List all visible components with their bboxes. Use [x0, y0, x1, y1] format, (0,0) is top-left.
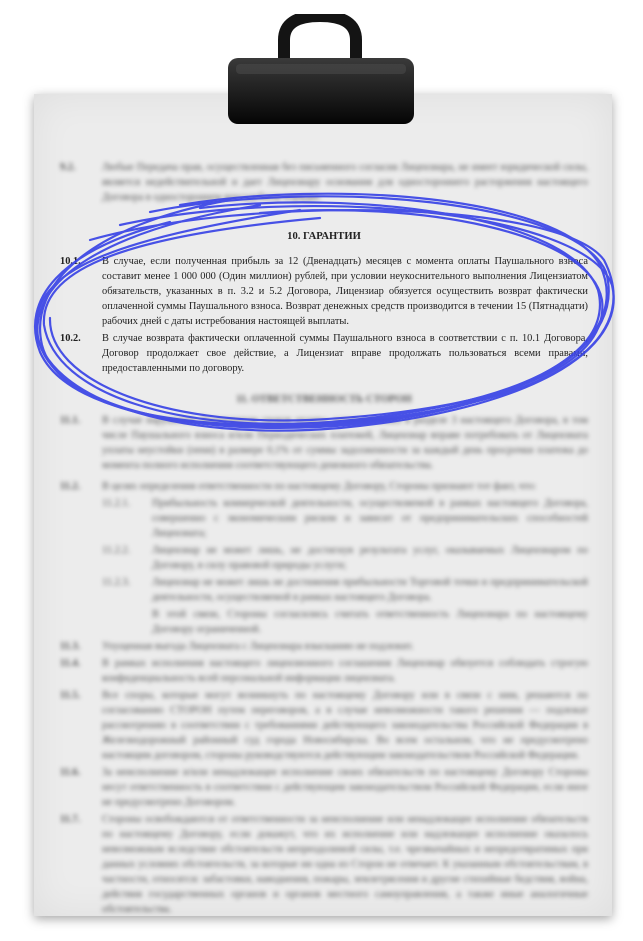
clause-number: 11.2.1.: [102, 498, 131, 509]
clause-text: В случае нарушения Лицензиатом сроков оплаты, установленных в разделе 3 настоящего Договора, в том числе Паушального взноса и/или Периодических платежей, Лицензиар вправе потребовать от Лицензиата уплаты неустойки (пени) в размере 0,1% от суммы задолженности за каждый день просрочки платежа до момента полного исполнения соответствующего денежного обязательства.: [102, 415, 588, 471]
clause-text: В рамках исполнения настоящего лицензионного соглашения Лицензиар обязуется соблюдать строгую конфиденциальность всей персональной информации лицензиата.: [102, 658, 588, 684]
clause-number: 11.5.: [60, 690, 81, 701]
clause-text: В случае, если полученная прибыль за 12 (Двенадцать) месяцев с момента оплаты Паушального взноса составит менее 1 000 000 (Один миллион) рублей, при условии неукоснительного выполнения Лицензиатом обязательств, указанных в п. 3.2 и 5.2 Договора, Лицензиар обязуется осуществить возврат фактически оплаченной суммы Паушального взноса. Возврат денежных средств производится в течении 15 (Пятнадцати) рабочих дней с даты истребования настоящей выплаты.: [102, 256, 588, 327]
clause-number: 11.6.: [60, 767, 81, 778]
document-body: [60, 160, 588, 919]
clause-number: 11.2.2.: [102, 545, 131, 556]
binder-clip-icon: [226, 14, 416, 124]
clause-number: 11.2.: [60, 481, 81, 492]
clause-11-6: [60, 765, 588, 810]
clause-11-2-3: [102, 575, 588, 605]
clause-number: 11.3.: [60, 641, 81, 652]
clause-text: За неисполнение и/или ненадлежащее исполнение своих обязательств по настоящему Договору Стороны несут ответственность в соответствии с действующим законодательством Российской Федерации, если иное не предусмотрено Договором.: [102, 767, 588, 808]
clause-number: 11.1.: [60, 415, 81, 426]
clause-11-2-1: [102, 496, 588, 541]
clause-number: 11.7.: [60, 814, 81, 825]
clause-text: Любые Передача прав, осуществленная без письменного согласия Лицензиара, не имеет юридической силы, является недействительной и дает Лицензиару основания для одностороннего расторжения настоящего Договора в одностороннем внесудебном порядке.: [102, 162, 588, 203]
clause-9-2: [60, 160, 588, 205]
section-10-heading: 10. ГАРАНТИИ: [287, 231, 361, 242]
clause-text: Лицензиар не может лишь, не достигнув результата услуг, оказываемых Лицензиаром по Договору, в силу правовой природы услуги;: [152, 545, 588, 571]
section-11-heading: 11. ОТВЕТСТВЕННОСТЬ СТОРОН: [236, 394, 412, 405]
clause-text: Лицензиар не может лишь не достижения прибыльности Торговой точки и предпринимательской деятельности, осуществляемой в рамках настоящего Договора.: [152, 577, 588, 603]
clause-number: 10.1.: [60, 256, 81, 267]
clause-11-1: [60, 413, 588, 473]
clause-10-1: [60, 254, 588, 329]
clause-11-2-2: [102, 543, 588, 573]
clause-11-7: [60, 812, 588, 917]
clause-text: Все споры, которые могут возникнуть по настоящему Договору или в связи с ним, решаются по согласованию СТОРОН путем переговоров, а в случае невозможности такого решения — подлежат рассмотрению в соответствии с требованиями действующего законодательства Российской Федерации в Железнодорожный районный суд города Новосибирска. Во всем остальном, что не предусмотрено настоящим договором, стороны руководствуются действующим законодательством Российской Федерации.: [102, 690, 588, 761]
clause-text: Упущенная выгода Лицензиата с Лицензиара взысканию не подлежит.: [102, 641, 414, 652]
clause-text: Стороны освобождаются от ответственности за неисполнение или ненадлежащее исполнение обязательств по настоящему Договору, если докажут, что их исполнение или надлежащее исполнение оказалось невозможным вследствие обстоятельств непреодолимой силы, т.е. чрезвычайных и непредотвратимых при данных условиях обстоятельств, за которые ни одна из Сторон не отвечает. К указанным обстоятельствам, в частности, относятся: забастовки, наводнения, пожары, землетрясения и другие стихийные бедствия, война, действия государственных органов и органов местного самоуправления, а также иные аналогичные обстоятельства.: [102, 814, 588, 915]
clause-11-2: [60, 479, 588, 494]
limitation-note: В этой связи, Стороны согласились считать ответственность Лицензиара по настоящему Договору ограниченной.: [152, 609, 588, 635]
clause-number: 10.2.: [60, 333, 81, 344]
clause-number: 11.2.3.: [102, 577, 131, 588]
clause-text: В целях определения ответственности по настоящему Договору, Стороны признают тот факт, что:: [102, 481, 537, 492]
clause-text: Прибыльность коммерческой деятельности, осуществляемой в рамках настоящего Договора, совершенно с экономическим риском и зависит от предпринимательских способностей Лицензиата;: [152, 498, 588, 539]
clause-number: 9.2.: [60, 162, 76, 173]
clause-11-5: [60, 688, 588, 763]
clause-11-3: [60, 639, 588, 654]
clause-10-2: [60, 331, 588, 376]
clause-text: В случае возврата фактически оплаченной суммы Паушального взноса в соответствии с п. 10.1 Договора, Договор продолжает свое действие, а Лицензиат вправе продолжать пользоваться всеми правами, предоставленными по договору.: [102, 333, 588, 374]
clause-number: 11.4.: [60, 658, 81, 669]
clause-11-4: [60, 656, 588, 686]
